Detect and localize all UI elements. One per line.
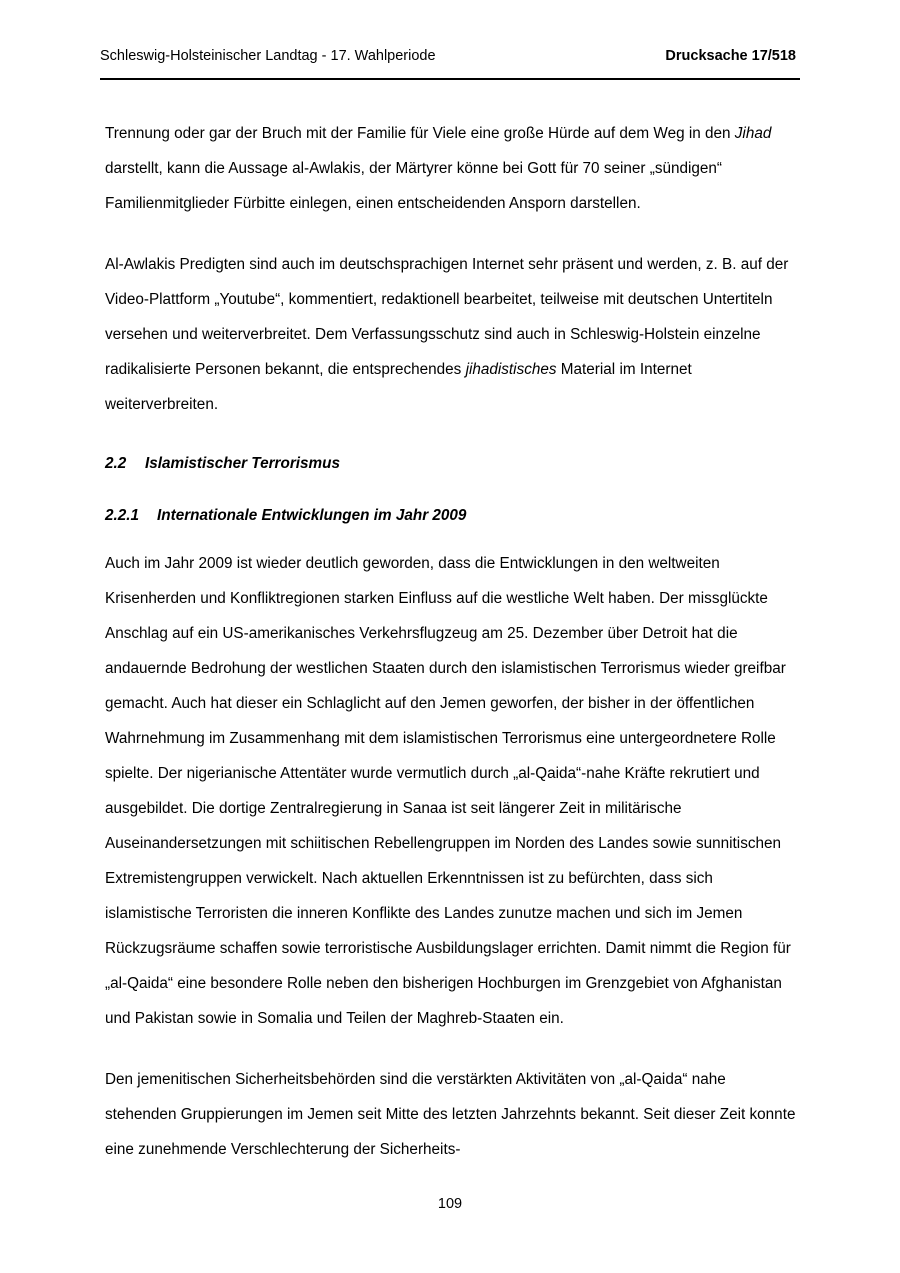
document-body <box>105 116 797 1193</box>
header-left-text: Schleswig-Holsteinischer Landtag - 17. Wahlperiode <box>100 48 436 64</box>
header-divider <box>100 78 800 80</box>
subsection-heading <box>105 500 797 532</box>
subsection-heading-title: Internationale Entwicklungen im Jahr 2009 <box>157 507 467 524</box>
section-heading <box>105 448 797 480</box>
page-number: 109 <box>437 1196 463 1212</box>
paragraph-3: Auch im Jahr 2009 ist wieder deutlich geworden, dass die Entwicklungen in den weltweiten Krisenherden und Konfliktregionen starken Einfluss auf die westliche Welt haben. Der missglückte Anschlag auf ein US-amerikanisches Verkehrsflugzeug am 25. Dezember über Detroit hat die andauernde Bedrohung der westlichen Staaten durch den islamistischen Terrorismus wieder greifbar gemacht. Auch hat dieser ein Schlaglicht auf den Jemen geworfen, der bisher in der öffentlichen Wahrnehmung im Zusammenhang mit dem islamistischen Terrorismus eine untergeordnetere Rolle spielte. Der nigerianische Attentäter wurde vermutlich durch „al-Qaida“-nahe Kräfte rekrutiert und ausgebildet. Die dortige Zentralregierung in Sanaa ist seit längerer Zeit in militärische Auseinandersetzungen mit schiitischen Rebellengruppen im Norden des Landes sowie sunnitischen Extremistengruppen verwickelt. Nach aktuellen Erkenntnissen ist zu befürchten, dass sich islamistische Terroristen die inneren Konflikte des Landes zunutze machen und sich im Jemen Rückzugsräume schaffen sowie terroristische Ausbildungslager errichten. Damit nimmt die Region für „al-Qaida“ eine besondere Rolle neben den bisherigen Hochburgen im Grenzgebiet von Afghanistan und Pakistan sowie in Somalia und Teilen der Maghreb-Staaten ein. <box>105 555 791 1027</box>
paragraph-2-italic-jihadistisches: jihadistisches <box>465 361 557 378</box>
section-heading-number: 2.2 <box>105 455 127 472</box>
paragraph-2-part-a: Al-Awlakis Predigten sind auch im deutschsprachigen Internet sehr präsent und werden, z. B. auf der Video-Plattform „Youtube“, kommentiert, redaktionell bearbeitet, teilweise mit deutschen Untertiteln versehen und weiterverbreitet. Dem Verfassungsschutz sind auch in Schleswig-Holstein einzelne radikalisierte Personen bekannt, die entsprechendes <box>105 256 789 378</box>
section-heading-title: Islamistischer Terrorismus <box>145 455 340 472</box>
paragraph-1-italic-jihad: Jihad <box>734 125 772 142</box>
header-right-text: Drucksache 17/518 <box>665 48 796 64</box>
paragraph-1-part-a: Trennung oder gar der Bruch mit der Familie für Viele eine große Hürde auf dem Weg in den <box>105 125 735 142</box>
paragraph-1-part-b: darstellt, kann die Aussage al-Awlakis, der Märtyrer könne bei Gott für 70 seiner „sündigen“ Familienmitglieder Fürbitte einlegen, einen entscheidenden Ansporn darstellen. <box>105 160 723 212</box>
paragraph-2 <box>105 247 797 422</box>
subsection-heading-number: 2.2.1 <box>105 507 140 524</box>
paragraph-1 <box>105 116 797 221</box>
paragraph-2-part-b: Material im Internet weiterverbreiten. <box>105 361 692 413</box>
paragraph-4: Den jemenitischen Sicherheitsbehörden sind die verstärkten Aktivitäten von „al-Qaida“ nahe stehenden Gruppierungen im Jemen seit Mitte des letzten Jahrzehnts bekannt. Seit dieser Zeit konnte eine zunehmende Verschlechterung der Sicherheits- <box>105 1071 796 1158</box>
running-header <box>100 48 800 64</box>
